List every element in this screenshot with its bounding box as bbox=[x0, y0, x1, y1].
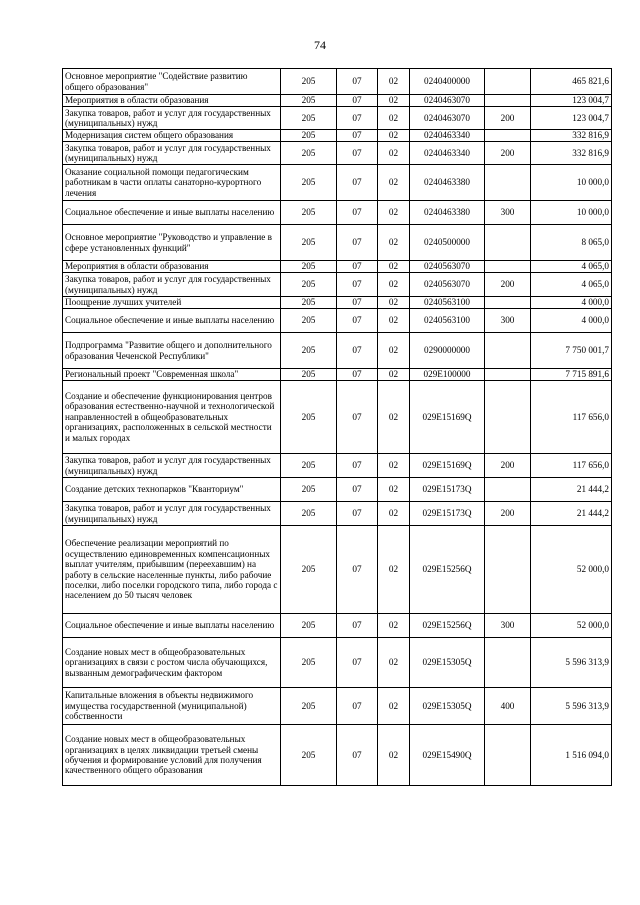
row-ved-cell: 205 bbox=[281, 614, 337, 638]
row-amount-cell: 21 444,2 bbox=[531, 478, 612, 502]
row-expense-type-cell: 200 bbox=[485, 142, 531, 165]
row-subsection-cell: 02 bbox=[378, 381, 410, 454]
table-row bbox=[63, 478, 612, 502]
row-section-cell: 07 bbox=[337, 381, 378, 454]
row-section-cell: 07 bbox=[337, 369, 378, 381]
row-target-article-cell: 029E15173Q bbox=[410, 478, 485, 502]
row-amount-cell: 21 444,2 bbox=[531, 502, 612, 526]
row-section-cell: 07 bbox=[337, 454, 378, 478]
row-target-article-cell: 0290000000 bbox=[410, 333, 485, 369]
row-target-article-cell: 0240463380 bbox=[410, 165, 485, 201]
row-target-article-cell: 029E15173Q bbox=[410, 502, 485, 526]
row-amount-cell: 10 000,0 bbox=[531, 201, 612, 225]
row-expense-type-cell bbox=[485, 69, 531, 95]
row-target-article-cell: 0240563070 bbox=[410, 261, 485, 273]
row-name-cell: Закупка товаров, работ и услуг для государственных (муниципальных) нужд bbox=[63, 454, 281, 478]
row-subsection-cell: 02 bbox=[378, 502, 410, 526]
table-row bbox=[63, 526, 612, 614]
row-ved-cell: 205 bbox=[281, 69, 337, 95]
row-ved-cell: 205 bbox=[281, 725, 337, 786]
table-row bbox=[63, 454, 612, 478]
row-amount-cell: 123 004,7 bbox=[531, 107, 612, 130]
table-row bbox=[63, 688, 612, 725]
row-section-cell: 07 bbox=[337, 297, 378, 309]
row-ved-cell: 205 bbox=[281, 381, 337, 454]
row-ved-cell: 205 bbox=[281, 688, 337, 725]
row-subsection-cell: 02 bbox=[378, 201, 410, 225]
row-expense-type-cell bbox=[485, 130, 531, 142]
row-name-cell: Создание детских технопарков "Кванториум" bbox=[63, 478, 281, 502]
row-section-cell: 07 bbox=[337, 201, 378, 225]
table-row bbox=[63, 725, 612, 786]
row-subsection-cell: 02 bbox=[378, 333, 410, 369]
row-ved-cell: 205 bbox=[281, 107, 337, 130]
row-expense-type-cell bbox=[485, 333, 531, 369]
row-subsection-cell: 02 bbox=[378, 69, 410, 95]
row-name-cell: Социальное обеспечение и иные выплаты населению bbox=[63, 614, 281, 638]
table-body bbox=[63, 69, 612, 786]
row-ved-cell: 205 bbox=[281, 526, 337, 614]
row-ved-cell: 205 bbox=[281, 502, 337, 526]
row-name-cell: Закупка товаров, работ и услуг для государственных (муниципальных) нужд bbox=[63, 107, 281, 130]
row-section-cell: 07 bbox=[337, 725, 378, 786]
row-subsection-cell: 02 bbox=[378, 297, 410, 309]
table-row bbox=[63, 614, 612, 638]
row-section-cell: 07 bbox=[337, 130, 378, 142]
row-ved-cell: 205 bbox=[281, 638, 337, 688]
row-section-cell: 07 bbox=[337, 261, 378, 273]
table-row bbox=[63, 142, 612, 165]
row-name-cell: Социальное обеспечение и иные выплаты населению bbox=[63, 201, 281, 225]
row-amount-cell: 332 816,9 bbox=[531, 142, 612, 165]
row-expense-type-cell: 200 bbox=[485, 273, 531, 297]
row-ved-cell: 205 bbox=[281, 309, 337, 333]
row-amount-cell: 332 816,9 bbox=[531, 130, 612, 142]
table-row bbox=[63, 69, 612, 95]
table-row bbox=[63, 502, 612, 526]
row-expense-type-cell: 300 bbox=[485, 201, 531, 225]
row-amount-cell: 4 065,0 bbox=[531, 273, 612, 297]
row-target-article-cell: 0240463340 bbox=[410, 130, 485, 142]
row-subsection-cell: 02 bbox=[378, 309, 410, 333]
table-row bbox=[63, 201, 612, 225]
row-expense-type-cell bbox=[485, 638, 531, 688]
row-subsection-cell: 02 bbox=[378, 725, 410, 786]
row-section-cell: 07 bbox=[337, 69, 378, 95]
row-section-cell: 07 bbox=[337, 526, 378, 614]
table-row bbox=[63, 261, 612, 273]
row-expense-type-cell: 300 bbox=[485, 614, 531, 638]
table-row bbox=[63, 369, 612, 381]
row-target-article-cell: 029E15169Q bbox=[410, 454, 485, 478]
row-section-cell: 07 bbox=[337, 502, 378, 526]
row-expense-type-cell: 200 bbox=[485, 454, 531, 478]
row-section-cell: 07 bbox=[337, 614, 378, 638]
row-subsection-cell: 02 bbox=[378, 369, 410, 381]
row-amount-cell: 117 656,0 bbox=[531, 454, 612, 478]
row-target-article-cell: 0240563100 bbox=[410, 309, 485, 333]
row-subsection-cell: 02 bbox=[378, 454, 410, 478]
row-name-cell: Обеспечение реализации мероприятий по осуществлению единовременных компенсационных выплат учителям, прибывшим (переехавшим) на работу в сельские населенные пункты, либо рабочие поселки, либо поселки городского типа, либо города с населением до 50 тысяч человек bbox=[63, 526, 281, 614]
row-target-article-cell: 0240463070 bbox=[410, 107, 485, 130]
row-expense-type-cell bbox=[485, 526, 531, 614]
row-expense-type-cell bbox=[485, 478, 531, 502]
row-subsection-cell: 02 bbox=[378, 526, 410, 614]
row-amount-cell: 123 004,7 bbox=[531, 95, 612, 107]
row-amount-cell: 5 596 313,9 bbox=[531, 638, 612, 688]
row-ved-cell: 205 bbox=[281, 201, 337, 225]
row-subsection-cell: 02 bbox=[378, 95, 410, 107]
row-target-article-cell: 0240563070 bbox=[410, 273, 485, 297]
row-amount-cell: 10 000,0 bbox=[531, 165, 612, 201]
row-section-cell: 07 bbox=[337, 142, 378, 165]
row-subsection-cell: 02 bbox=[378, 273, 410, 297]
row-name-cell: Закупка товаров, работ и услуг для государственных (муниципальных) нужд bbox=[63, 273, 281, 297]
row-name-cell: Закупка товаров, работ и услуг для государственных (муниципальных) нужд bbox=[63, 142, 281, 165]
row-ved-cell: 205 bbox=[281, 333, 337, 369]
row-target-article-cell: 029E15169Q bbox=[410, 381, 485, 454]
row-subsection-cell: 02 bbox=[378, 638, 410, 688]
row-name-cell: Подпрограмма "Развитие общего и дополнительного образования Чеченской Республики" bbox=[63, 333, 281, 369]
row-subsection-cell: 02 bbox=[378, 478, 410, 502]
row-name-cell: Модернизация систем общего образования bbox=[63, 130, 281, 142]
row-amount-cell: 5 596 313,9 bbox=[531, 688, 612, 725]
row-ved-cell: 205 bbox=[281, 454, 337, 478]
row-section-cell: 07 bbox=[337, 309, 378, 333]
row-name-cell: Оказание социальной помощи педагогическим работникам в части оплаты санаторно-курортного лечения bbox=[63, 165, 281, 201]
row-section-cell: 07 bbox=[337, 225, 378, 261]
row-expense-type-cell bbox=[485, 381, 531, 454]
row-subsection-cell: 02 bbox=[378, 107, 410, 130]
row-ved-cell: 205 bbox=[281, 225, 337, 261]
row-name-cell: Закупка товаров, работ и услуг для государственных (муниципальных) нужд bbox=[63, 502, 281, 526]
row-section-cell: 07 bbox=[337, 95, 378, 107]
row-subsection-cell: 02 bbox=[378, 142, 410, 165]
table-row bbox=[63, 225, 612, 261]
row-expense-type-cell: 400 bbox=[485, 688, 531, 725]
row-subsection-cell: 02 bbox=[378, 130, 410, 142]
row-section-cell: 07 bbox=[337, 273, 378, 297]
row-target-article-cell: 029E100000 bbox=[410, 369, 485, 381]
page-number: 74 bbox=[314, 38, 326, 52]
row-target-article-cell: 029E15256Q bbox=[410, 526, 485, 614]
table-row bbox=[63, 309, 612, 333]
row-amount-cell: 117 656,0 bbox=[531, 381, 612, 454]
row-subsection-cell: 02 bbox=[378, 225, 410, 261]
row-amount-cell: 7 750 001,7 bbox=[531, 333, 612, 369]
row-subsection-cell: 02 bbox=[378, 614, 410, 638]
row-amount-cell: 4 000,0 bbox=[531, 297, 612, 309]
row-amount-cell: 52 000,0 bbox=[531, 526, 612, 614]
table-row bbox=[63, 130, 612, 142]
row-name-cell: Создание новых мест в общеобразовательных организациях в связи с ростом числа обучающихся, вызванным демографическим фактором bbox=[63, 638, 281, 688]
table-row bbox=[63, 273, 612, 297]
row-amount-cell: 465 821,6 bbox=[531, 69, 612, 95]
row-ved-cell: 205 bbox=[281, 273, 337, 297]
row-name-cell: Капитальные вложения в объекты недвижимого имущества государственной (муниципальной) собственности bbox=[63, 688, 281, 725]
row-ved-cell: 205 bbox=[281, 478, 337, 502]
row-subsection-cell: 02 bbox=[378, 261, 410, 273]
row-target-article-cell: 029E15305Q bbox=[410, 688, 485, 725]
row-name-cell: Основное мероприятие "Содействие развитию общего образования" bbox=[63, 69, 281, 95]
row-name-cell: Региональный проект "Современная школа" bbox=[63, 369, 281, 381]
table-row bbox=[63, 107, 612, 130]
table-row bbox=[63, 333, 612, 369]
row-name-cell: Мероприятия в области образования bbox=[63, 95, 281, 107]
row-target-article-cell: 0240400000 bbox=[410, 69, 485, 95]
row-amount-cell: 8 065,0 bbox=[531, 225, 612, 261]
row-target-article-cell: 0240463340 bbox=[410, 142, 485, 165]
row-amount-cell: 4 000,0 bbox=[531, 309, 612, 333]
row-ved-cell: 205 bbox=[281, 165, 337, 201]
row-name-cell: Мероприятия в области образования bbox=[63, 261, 281, 273]
row-name-cell: Создание и обеспечение функционирования центров образования естественно-научной и технологической направленностей в общеобразовательных организациях, расположенных в сельской местности и малых городах bbox=[63, 381, 281, 454]
row-target-article-cell: 0240563100 bbox=[410, 297, 485, 309]
table-row bbox=[63, 638, 612, 688]
row-target-article-cell: 0240500000 bbox=[410, 225, 485, 261]
row-amount-cell: 1 516 094,0 bbox=[531, 725, 612, 786]
row-ved-cell: 205 bbox=[281, 261, 337, 273]
row-section-cell: 07 bbox=[337, 333, 378, 369]
row-section-cell: 07 bbox=[337, 165, 378, 201]
row-name-cell: Социальное обеспечение и иные выплаты населению bbox=[63, 309, 281, 333]
table-row bbox=[63, 165, 612, 201]
row-amount-cell: 52 000,0 bbox=[531, 614, 612, 638]
row-amount-cell: 4 065,0 bbox=[531, 261, 612, 273]
row-expense-type-cell bbox=[485, 261, 531, 273]
row-expense-type-cell: 200 bbox=[485, 107, 531, 130]
row-section-cell: 07 bbox=[337, 478, 378, 502]
row-expense-type-cell bbox=[485, 369, 531, 381]
row-subsection-cell: 02 bbox=[378, 688, 410, 725]
row-expense-type-cell bbox=[485, 297, 531, 309]
row-target-article-cell: 029E15256Q bbox=[410, 614, 485, 638]
row-target-article-cell: 0240463380 bbox=[410, 201, 485, 225]
row-expense-type-cell bbox=[485, 225, 531, 261]
row-amount-cell: 7 715 891,6 bbox=[531, 369, 612, 381]
table-row bbox=[63, 95, 612, 107]
row-section-cell: 07 bbox=[337, 107, 378, 130]
table-row bbox=[63, 381, 612, 454]
row-expense-type-cell: 200 bbox=[485, 502, 531, 526]
row-expense-type-cell bbox=[485, 165, 531, 201]
row-ved-cell: 205 bbox=[281, 130, 337, 142]
row-target-article-cell: 029E15305Q bbox=[410, 638, 485, 688]
row-subsection-cell: 02 bbox=[378, 165, 410, 201]
row-name-cell: Создание новых мест в общеобразовательных организациях в целях ликвидации третьей смены обучения и формирование условий для получения качественного общего образования bbox=[63, 725, 281, 786]
row-ved-cell: 205 bbox=[281, 369, 337, 381]
row-target-article-cell: 029E15490Q bbox=[410, 725, 485, 786]
row-ved-cell: 205 bbox=[281, 142, 337, 165]
table-row bbox=[63, 297, 612, 309]
row-name-cell: Поощрение лучших учителей bbox=[63, 297, 281, 309]
row-ved-cell: 205 bbox=[281, 297, 337, 309]
row-ved-cell: 205 bbox=[281, 95, 337, 107]
row-expense-type-cell: 300 bbox=[485, 309, 531, 333]
row-target-article-cell: 0240463070 bbox=[410, 95, 485, 107]
row-name-cell: Основное мероприятие "Руководство и управление в сфере установленных функций" bbox=[63, 225, 281, 261]
row-section-cell: 07 bbox=[337, 688, 378, 725]
row-expense-type-cell bbox=[485, 95, 531, 107]
row-expense-type-cell bbox=[485, 725, 531, 786]
budget-table bbox=[62, 68, 612, 786]
row-section-cell: 07 bbox=[337, 638, 378, 688]
